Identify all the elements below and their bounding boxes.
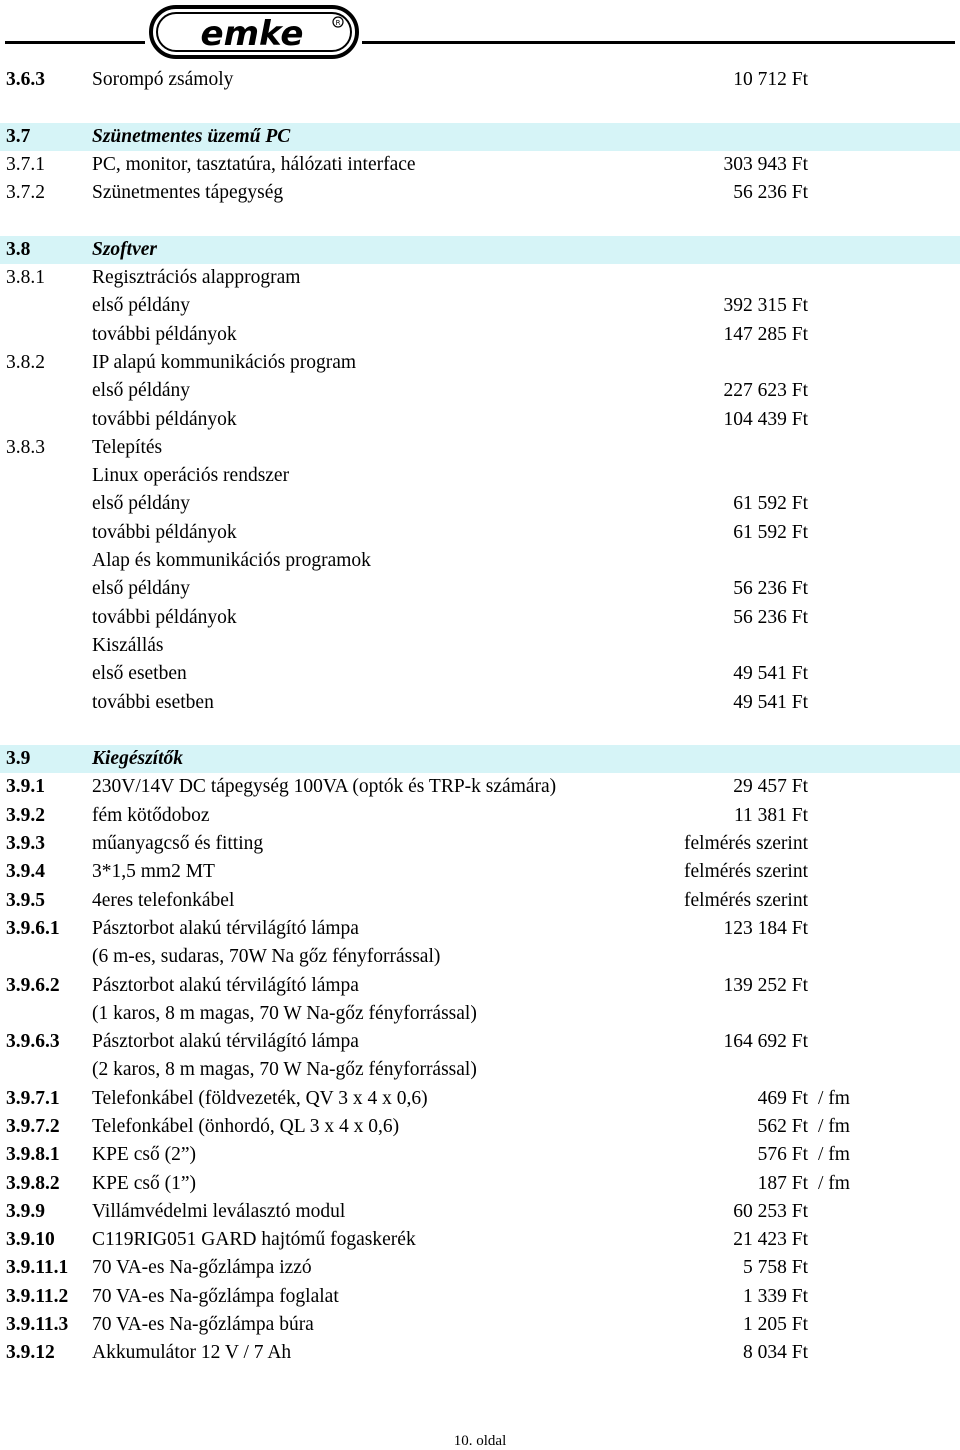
- item-price: 5 758 Ft: [742, 1257, 808, 1279]
- page-header: [0, 0, 960, 62]
- item-code: 3.7.2: [6, 182, 45, 204]
- emke-logo: [148, 4, 360, 60]
- item-description: PC, monitor, tasztatúra, hálózati interface: [92, 153, 416, 175]
- price-row: [0, 802, 960, 830]
- price-row: [0, 94, 960, 122]
- price-row: [0, 179, 960, 207]
- item-description: további esetben: [92, 691, 214, 713]
- price-row: [0, 1226, 960, 1254]
- item-price: 227 623 Ft: [723, 380, 808, 402]
- item-description: további példányok: [92, 323, 237, 345]
- item-unit: / fm: [818, 1172, 850, 1194]
- page-number: 10. oldal: [453, 1433, 507, 1449]
- item-code: 3.9.7.1: [6, 1087, 60, 1109]
- item-code: 3.9.4: [6, 861, 45, 883]
- price-row: [0, 943, 960, 971]
- item-price: 392 315 Ft: [723, 295, 808, 317]
- price-list: [0, 66, 960, 1368]
- item-price: 60 253 Ft: [733, 1200, 808, 1222]
- item-code: 3.9.8.2: [6, 1172, 60, 1194]
- price-row: [0, 377, 960, 405]
- item-code: 3.7: [6, 125, 31, 147]
- item-description: (2 karos, 8 m magas, 70 W Na-gőz fényforrással): [92, 1059, 477, 1081]
- item-price: 187 Ft: [757, 1172, 808, 1194]
- item-description: Szoftver: [92, 238, 157, 260]
- item-code: 3.9.6.3: [6, 1031, 60, 1053]
- item-price: 61 592 Ft: [733, 521, 808, 543]
- item-price: 61 592 Ft: [733, 493, 808, 515]
- item-description: (1 karos, 8 m magas, 70 W Na-gőz fényforrással): [92, 1002, 477, 1024]
- item-code: 3.9.11.2: [6, 1285, 69, 1307]
- item-code: 3.9.12: [6, 1342, 55, 1364]
- item-code: 3.9: [6, 748, 31, 770]
- price-row: [0, 321, 960, 349]
- price-row: [0, 1056, 960, 1084]
- item-price: 1 339 Ft: [742, 1285, 808, 1307]
- item-unit: / fm: [818, 1115, 850, 1137]
- item-description: Telefonkábel (önhordó, QL 3 x 4 x 0,6): [92, 1115, 400, 1137]
- item-code: 3.9.2: [6, 804, 45, 826]
- price-row: [0, 1000, 960, 1028]
- item-description: 4eres telefonkábel: [92, 889, 235, 911]
- logo-text: emke: [200, 14, 304, 54]
- item-code: 3.8: [6, 238, 31, 260]
- price-row: [0, 887, 960, 915]
- item-description: IP alapú kommunikációs program: [92, 351, 357, 373]
- item-description: 70 VA-es Na-gőzlámpa búra: [92, 1314, 314, 1336]
- item-code: 3.9.11.3: [6, 1314, 69, 1336]
- item-description: Sorompó zsámoly: [92, 69, 234, 90]
- price-row: [0, 151, 960, 179]
- item-description: első példány: [92, 578, 191, 600]
- item-description: Szünetmentes üzemű PC: [92, 125, 291, 147]
- item-code: 3.8.2: [6, 351, 45, 373]
- item-code: 3.7.1: [6, 153, 45, 175]
- item-code: 3.9.10: [6, 1229, 55, 1251]
- item-description: műanyagcső és fitting: [92, 833, 264, 855]
- price-row: [0, 490, 960, 518]
- section-header-row: [0, 236, 960, 264]
- item-description: első esetben: [92, 663, 187, 685]
- item-price: 164 692 Ft: [723, 1031, 808, 1053]
- price-row: [0, 689, 960, 717]
- price-row: [0, 66, 960, 94]
- price-row: [0, 1198, 960, 1226]
- item-description: KPE cső (1”): [92, 1172, 196, 1194]
- item-description: 230V/14V DC tápegység 100VA (optók és TRP-k számára): [92, 776, 557, 798]
- price-row: [0, 1141, 960, 1169]
- item-price: 123 184 Ft: [723, 917, 808, 939]
- svg-text:R: R: [335, 19, 341, 27]
- item-code: 3.9.6.2: [6, 974, 60, 996]
- item-code: 3.9.3: [6, 833, 45, 855]
- price-row: [0, 462, 960, 490]
- item-description: (6 m-es, sudaras, 70W Na gőz fényforrással): [92, 946, 441, 968]
- item-description: Akkumulátor 12 V / 7 Ah: [92, 1342, 292, 1364]
- item-price: 576 Ft: [757, 1144, 808, 1166]
- item-code: 3.9.9: [6, 1200, 45, 1222]
- item-price: 104 439 Ft: [723, 408, 808, 430]
- price-row: [0, 1311, 960, 1339]
- price-row: [0, 1170, 960, 1198]
- price-row: [0, 773, 960, 801]
- item-unit: / fm: [818, 1087, 850, 1109]
- price-row: [0, 434, 960, 462]
- item-price: 56 236 Ft: [733, 182, 808, 204]
- item-description: első példány: [92, 380, 191, 402]
- item-description: Kiszállás: [92, 634, 164, 656]
- item-price: 56 236 Ft: [733, 606, 808, 628]
- item-description: KPE cső (2”): [92, 1144, 196, 1166]
- item-price: 49 541 Ft: [733, 663, 808, 685]
- item-price: 29 457 Ft: [733, 776, 808, 798]
- item-unit: / fm: [818, 1144, 850, 1166]
- item-description: Pásztorbot alakú térvilágító lámpa: [92, 917, 359, 939]
- price-row: [0, 915, 960, 943]
- item-description: Telepítés: [92, 436, 163, 458]
- item-price: 1 205 Ft: [742, 1314, 808, 1336]
- price-row: [0, 717, 960, 745]
- item-description: Szünetmentes tápegység: [92, 182, 284, 204]
- item-price: 10 712 Ft: [733, 69, 808, 90]
- item-description: Regisztrációs alapprogram: [92, 267, 301, 289]
- price-row: [0, 632, 960, 660]
- item-description: első példány: [92, 493, 191, 515]
- price-row: [0, 858, 960, 886]
- item-description: további példányok: [92, 408, 237, 430]
- price-row: [0, 575, 960, 603]
- header-rule-left: [5, 41, 145, 44]
- item-description: 3*1,5 mm2 MT: [92, 861, 215, 883]
- item-description: 70 VA-es Na-gőzlámpa foglalat: [92, 1285, 339, 1307]
- item-price: 8 034 Ft: [742, 1342, 808, 1364]
- item-code: 3.9.7.2: [6, 1115, 60, 1137]
- price-row: [0, 830, 960, 858]
- price-row: [0, 1113, 960, 1141]
- item-description: további példányok: [92, 521, 237, 543]
- item-code: 3.8.3: [6, 436, 45, 458]
- item-price: felmérés szerint: [684, 833, 808, 855]
- price-row: [0, 349, 960, 377]
- price-row: [0, 1028, 960, 1056]
- section-header-row: [0, 745, 960, 773]
- item-price: 469 Ft: [757, 1087, 808, 1109]
- item-price: 147 285 Ft: [723, 323, 808, 345]
- item-price: 139 252 Ft: [723, 974, 808, 996]
- item-description: fém kötődoboz: [92, 804, 210, 826]
- price-row: [0, 207, 960, 235]
- price-row: [0, 972, 960, 1000]
- item-price: 49 541 Ft: [733, 691, 808, 713]
- price-row: [0, 1254, 960, 1282]
- price-row: [0, 406, 960, 434]
- item-description: Villámvédelmi leválasztó modul: [92, 1200, 346, 1222]
- item-description: Pásztorbot alakú térvilágító lámpa: [92, 1031, 359, 1053]
- item-price: 303 943 Ft: [723, 153, 808, 175]
- item-description: 70 VA-es Na-gőzlámpa izzó: [92, 1257, 312, 1279]
- item-price: 21 423 Ft: [733, 1229, 808, 1251]
- price-row: [0, 264, 960, 292]
- item-price: 56 236 Ft: [733, 578, 808, 600]
- item-description: Telefonkábel (földvezeték, QV 3 x 4 x 0,6): [92, 1087, 428, 1109]
- item-price: felmérés szerint: [684, 889, 808, 911]
- item-description: további példányok: [92, 606, 237, 628]
- item-price: felmérés szerint: [684, 861, 808, 883]
- price-row: [0, 660, 960, 688]
- price-row: [0, 604, 960, 632]
- price-row: [0, 1085, 960, 1113]
- item-description: Kiegészítők: [92, 748, 183, 770]
- price-row: [0, 292, 960, 320]
- item-description: Pásztorbot alakú térvilágító lámpa: [92, 974, 359, 996]
- price-row: [0, 1283, 960, 1311]
- item-code: 3.9.11.1: [6, 1257, 69, 1279]
- item-description: C119RIG051 GARD hajtómű fogaskerék: [92, 1229, 416, 1251]
- item-code: 3.8.1: [6, 267, 45, 289]
- price-row: [0, 547, 960, 575]
- item-description: Linux operációs rendszer: [92, 465, 290, 487]
- item-description: első példány: [92, 295, 191, 317]
- item-code: 3.9.5: [6, 889, 45, 911]
- item-code: 3.9.1: [6, 776, 45, 798]
- item-price: 562 Ft: [757, 1115, 808, 1137]
- item-price: 11 381 Ft: [733, 804, 808, 826]
- price-row: [0, 519, 960, 547]
- section-header-row: [0, 123, 960, 151]
- item-code: 3.9.6.1: [6, 917, 60, 939]
- item-code: 3.6.3: [6, 69, 45, 90]
- price-row: [0, 1339, 960, 1367]
- header-rule-right: [362, 41, 955, 44]
- item-description: Alap és kommunikációs programok: [92, 550, 371, 572]
- item-code: 3.9.8.1: [6, 1144, 60, 1166]
